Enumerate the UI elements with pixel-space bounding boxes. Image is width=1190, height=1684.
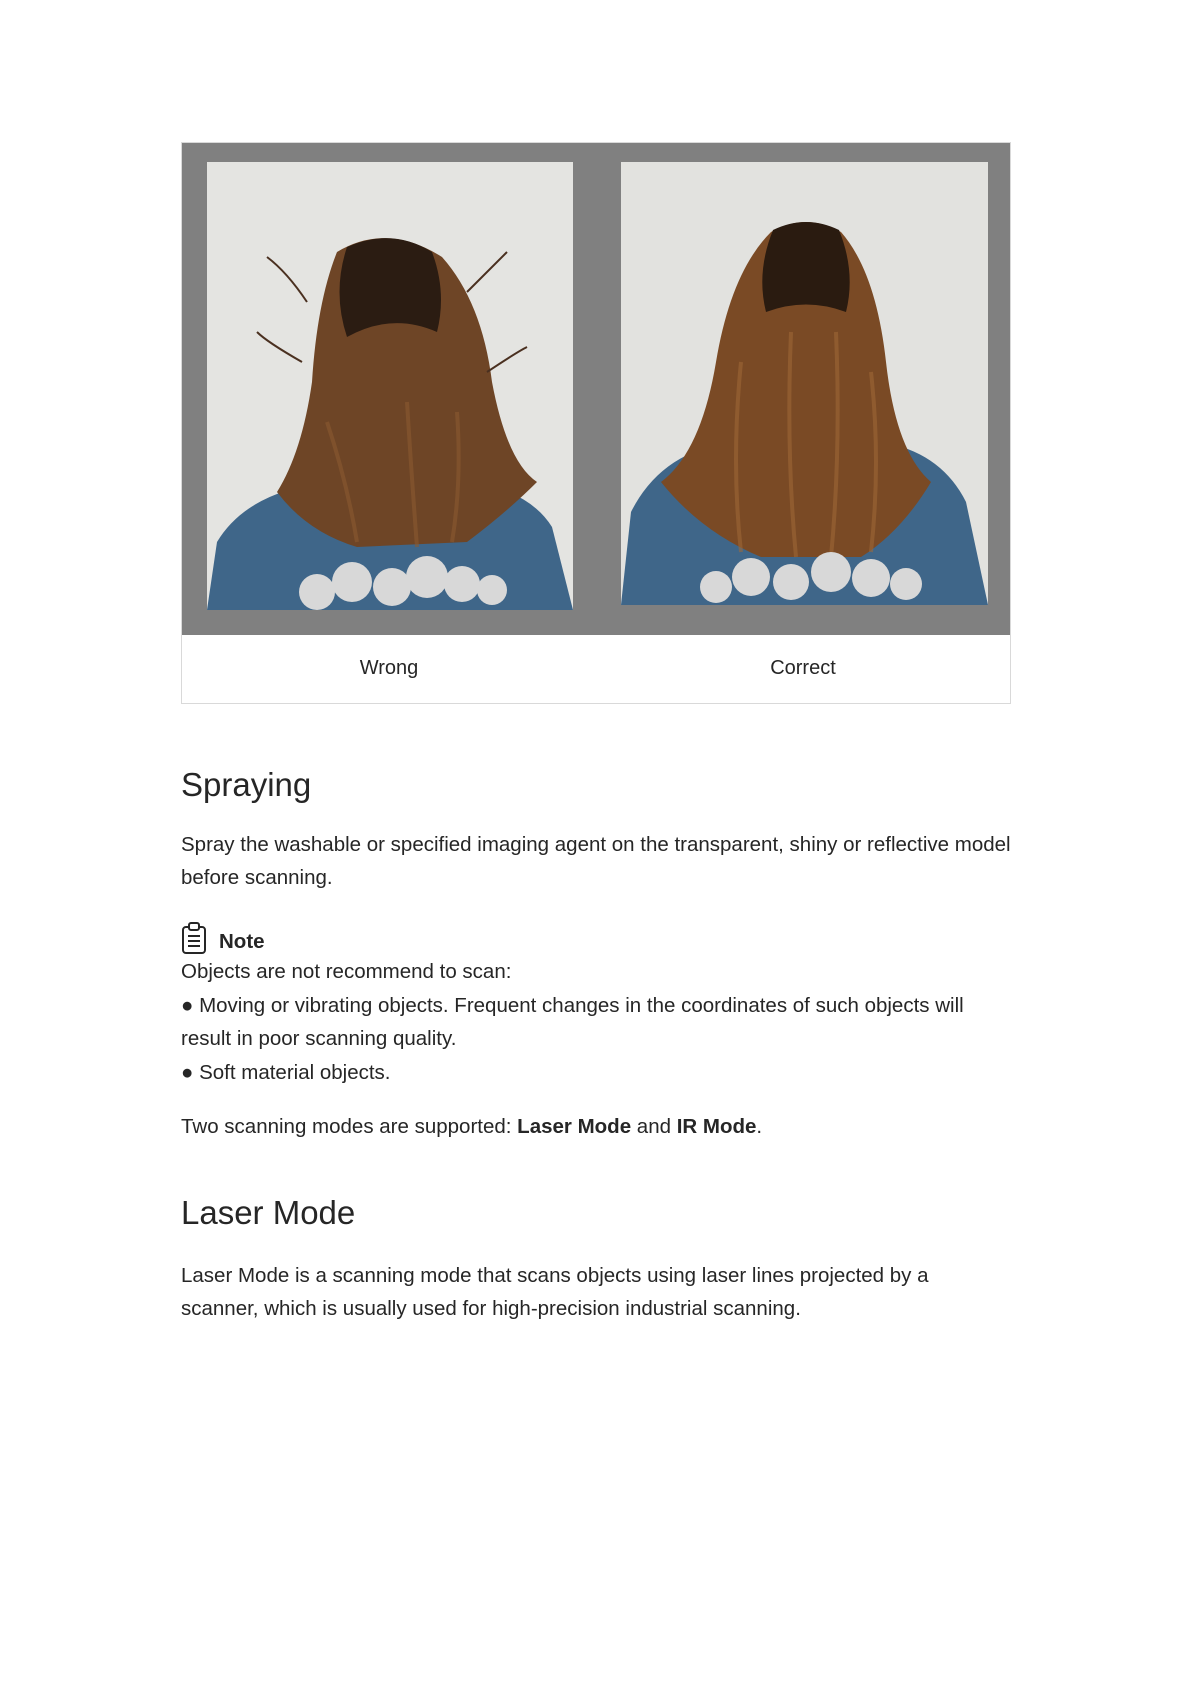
laser-mode-paragraph: Laser Mode is a scanning mode that scans objects using laser lines projected by a scanner, which is usually used for high-precision industrial scanning.	[181, 1264, 929, 1320]
note-header	[181, 917, 1011, 955]
spraying-heading: Spraying	[181, 766, 312, 803]
figure-photo-row	[182, 143, 1010, 635]
spraying-paragraph: Spray the washable or specified imaging agent on the transparent, shiny or reflective model before scanning.	[181, 833, 1011, 889]
modes-suffix: .	[756, 1115, 763, 1138]
note-title: Note	[219, 930, 265, 953]
modes-paragraph	[181, 1110, 762, 1143]
correct-hair-photo	[621, 162, 988, 605]
caption-correct: Correct	[770, 657, 836, 679]
figure-captions	[182, 635, 1010, 703]
laser-mode-term: Laser Mode	[517, 1115, 632, 1138]
modes-joiner: and	[631, 1115, 677, 1138]
note-line: ● Soft material objects.	[181, 1060, 391, 1084]
clipboard-icon	[181, 921, 207, 955]
note-body	[181, 955, 1011, 1089]
modes-prefix: Two scanning modes are supported:	[181, 1115, 518, 1138]
note-line: Objects are not recommend to scan:	[181, 960, 512, 983]
caption-wrong: Wrong	[359, 657, 419, 679]
laser-mode-heading: Laser Mode	[181, 1194, 356, 1231]
note-block	[181, 917, 1011, 1089]
wrong-hair-photo	[207, 162, 573, 610]
document-page	[181, 142, 1011, 1320]
ir-mode-term: IR Mode	[676, 1115, 757, 1138]
comparison-figure	[181, 142, 1011, 704]
note-line: ● Moving or vibrating objects. Frequent changes in the coordinates of such objects will result in poor scanning quality.	[181, 993, 964, 1050]
